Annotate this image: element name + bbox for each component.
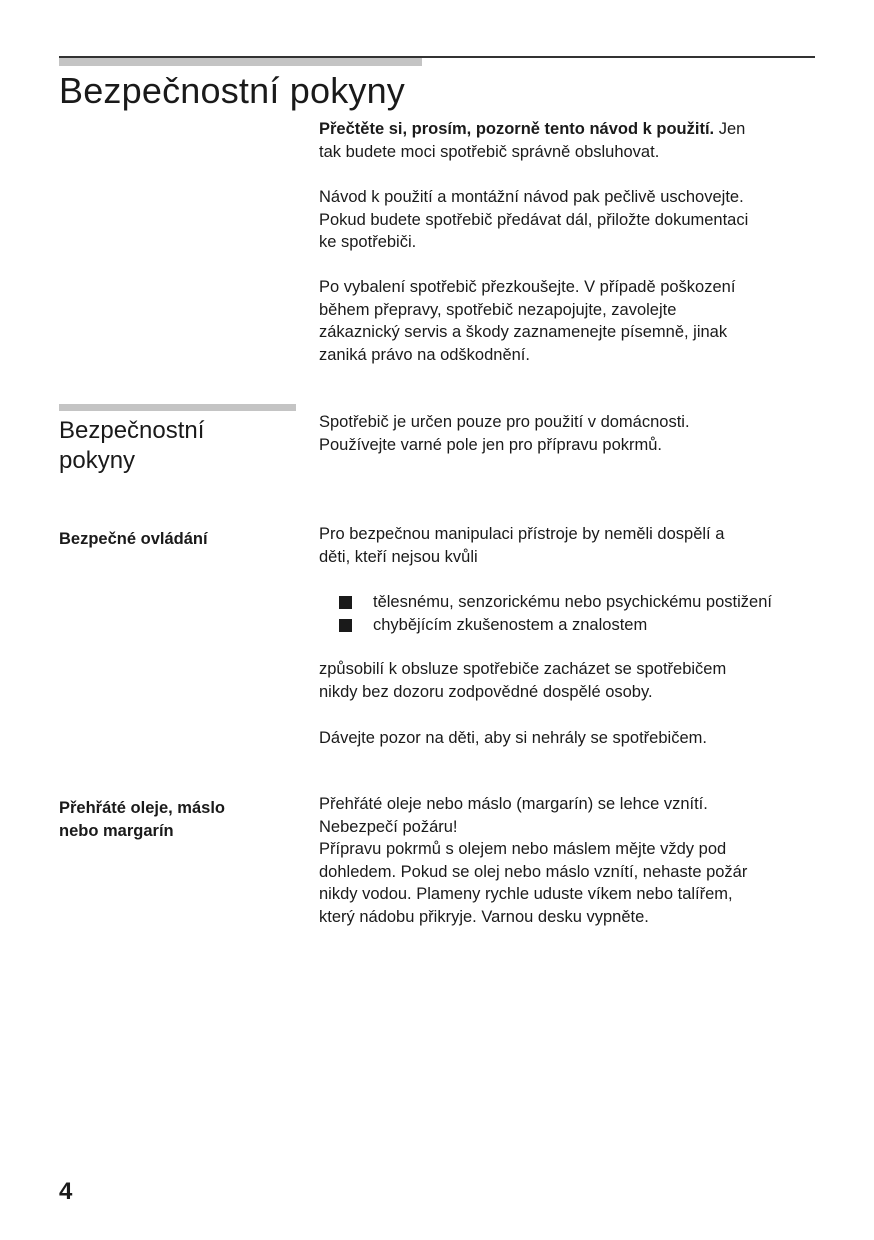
intro-line: zákaznický servis a škody zaznamenejte písemně, jinak [319,323,728,341]
safe-operation-line: Pro bezpečnou manipulaci přístroje by neměli dospělí a [319,525,725,543]
intro-line: Návod k použití a montážní návod pak pečlivě uschovejte. [319,188,744,206]
square-bullet-icon [339,619,352,632]
overheated-oil-label-line: nebo margarín [59,821,174,840]
section-title-line: pokyny [59,447,136,474]
section-intro-text [319,411,819,456]
square-bullet-icon [339,596,352,609]
bullet-text: chybějícím zkušenostem a znalostem [373,615,648,634]
safe-operation-label: Bezpečné ovládání [59,530,208,548]
intro-line: tak budete moci spotřebič správně obsluhovat. [319,142,660,161]
overheated-oil-text [319,793,819,928]
overheated-oil-label-line: Přehřáté oleje, máslo [59,799,225,817]
overheated-oil-line: Přehřáté oleje nebo máslo (margarín) se lehce vznítí. [319,795,708,813]
section-title-line: Bezpečnostní [59,417,205,444]
safe-operation-after [319,658,819,703]
children-warning-line: Dávejte pozor na děti, aby si nehrály se spotřebičem. [319,729,707,747]
intro-line: zaniká právo na odškodnění. [319,345,530,364]
intro-line: během přepravy, spotřebič nezapojujte, zavolejte [319,300,677,319]
safe-operation-bullet-list [339,591,819,636]
section-line: Spotřebič je určen pouze pro použití v domácnosti. [319,413,690,431]
overheated-oil-line: dohledem. Pokud se olej nebo máslo vznítí, nehaste požár [319,862,748,881]
list-item [339,614,819,637]
safe-operation-line: způsobilí k obsluze spotřebiče zacházet se spotřebičem [319,660,727,678]
overheated-oil-line: nikdy vodou. Plameny rychle uduste víkem nebo talířem, [319,885,733,903]
section-title [59,416,289,476]
intro-bold-text: Přečtěte si, prosím, pozorně tento návod k použití. [319,120,715,138]
safe-operation-intro [319,523,819,568]
overheated-oil-line: Přípravu pokrmů s olejem nebo máslem mějte vždy pod [319,840,727,858]
title-accent-bar [59,58,422,66]
intro-line [319,118,819,141]
section-line: Používejte varné pole jen pro přípravu pokrmů. [319,435,663,454]
safe-operation-line: nikdy bez dozoru zodpovědné dospělé osoby. [319,682,653,701]
overheated-oil-line: Nebezpečí požáru! [319,817,458,836]
page-number: 4 [59,1178,73,1205]
overheated-oil-line: který nádobu přikryje. Varnou desku vypněte. [319,907,649,926]
intro-paragraph-1 [319,118,819,163]
intro-text: Jen [714,120,746,138]
bullet-text: tělesnému, senzorickému nebo psychickému postižení [373,593,772,611]
intro-line: Po vybalení spotřebič přezkoušejte. V případě poškození [319,278,736,296]
overheated-oil-label [59,797,289,842]
list-item [339,591,819,614]
safe-operation-line: děti, kteří nejsou kvůli [319,547,478,566]
intro-paragraph-3 [319,276,819,366]
intro-paragraph-2 [319,186,819,254]
children-warning [319,727,819,750]
intro-line: ke spotřebiči. [319,233,417,251]
section-accent-bar [59,404,296,411]
page-title: Bezpečnostní pokyny [59,70,406,111]
intro-line: Pokud budete spotřebič předávat dál, přiložte dokumentaci [319,210,749,229]
